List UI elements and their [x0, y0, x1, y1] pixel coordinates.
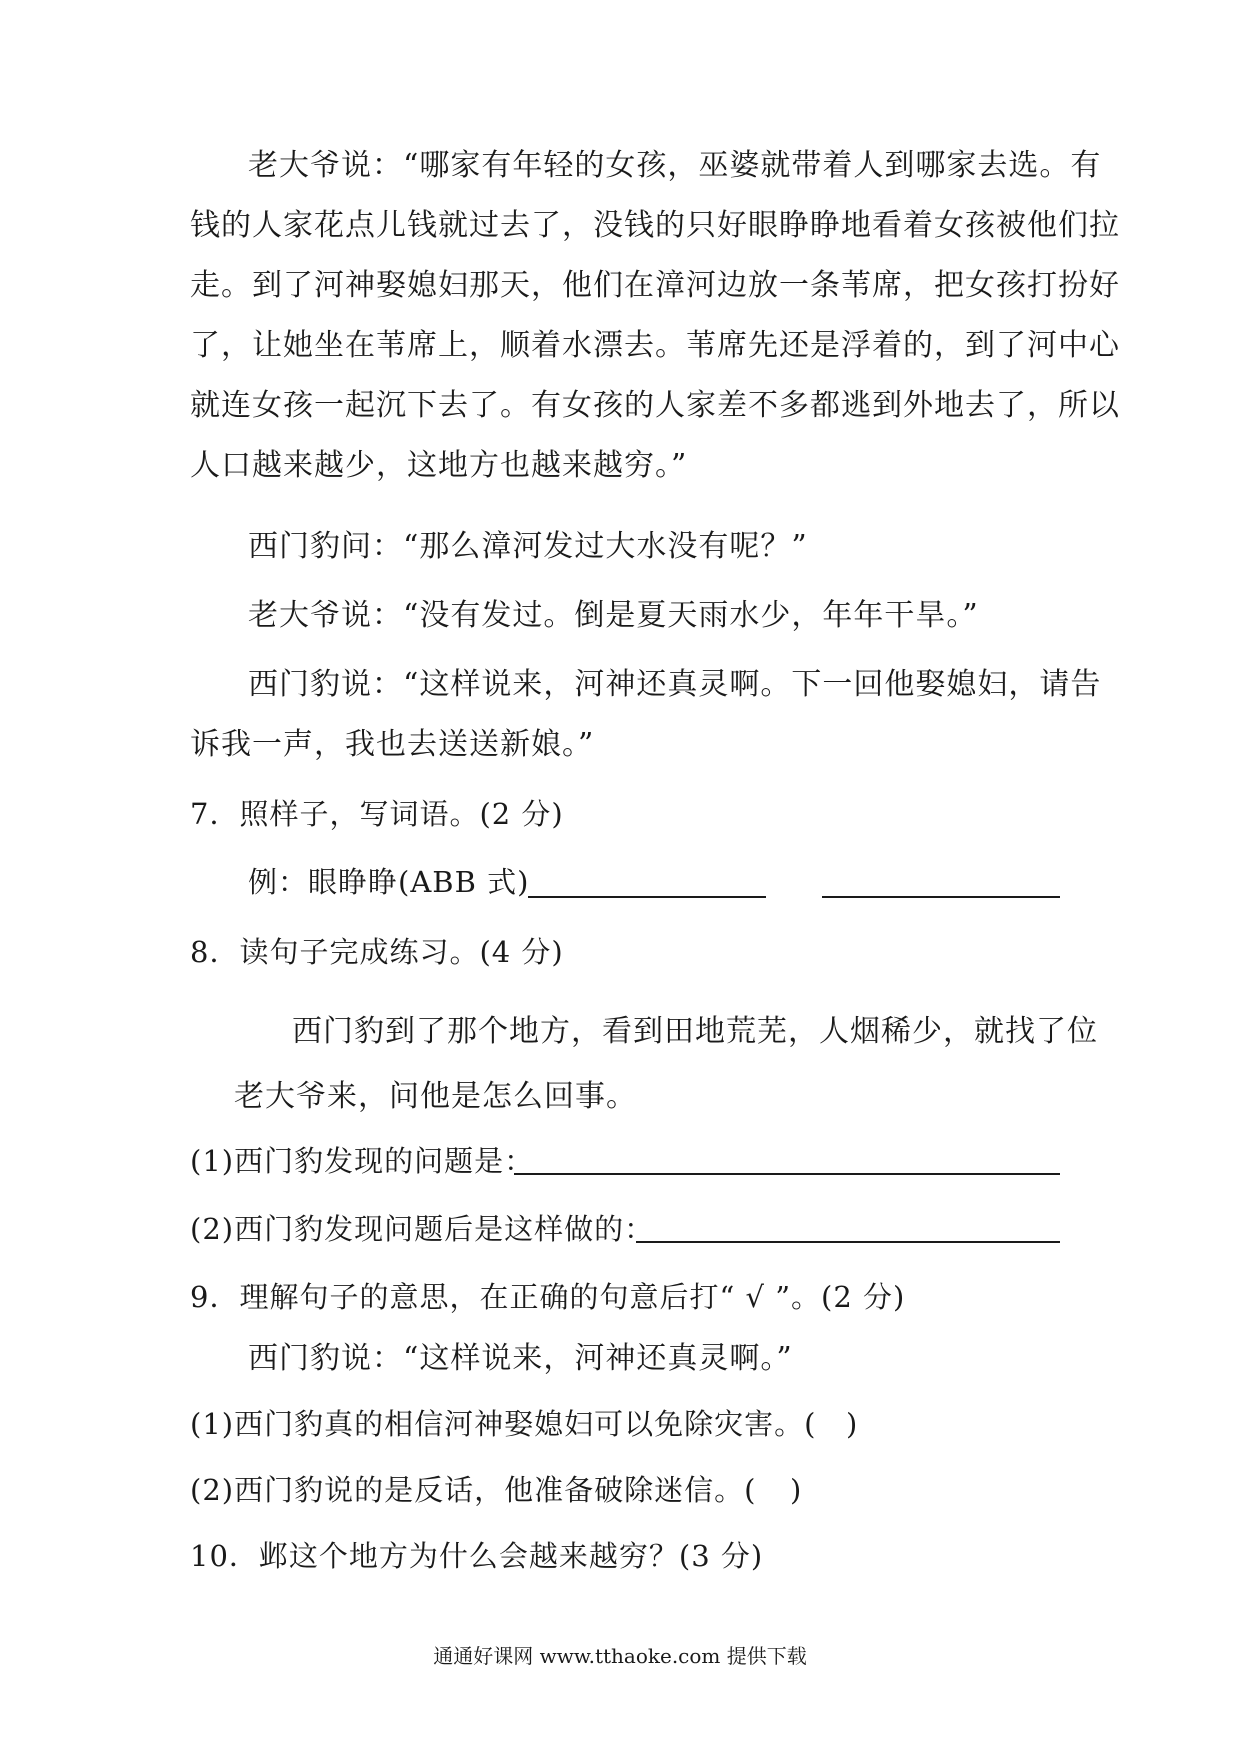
passage-line: 了，让她坐在苇席上，顺着水漂去。苇席先还是浮着的，到了河中心	[190, 328, 1120, 363]
passage-line: 钱的人家花点儿钱就过去了，没钱的只好眼睁睁地看着女孩被他们拉	[190, 208, 1120, 243]
question-9-quote: 西门豹说：“这样说来，河神还真灵啊。”	[248, 1341, 793, 1376]
answer-blank-7a[interactable]	[528, 896, 766, 898]
passage-line: 西门豹说：“这样说来，河神还真灵啊。下一回他娶媳妇，请告	[248, 667, 1102, 702]
question-8-sub1: (1)西门豹发现的问题是：	[190, 1144, 535, 1178]
question-8-sub2: (2)西门豹发现问题后是这样做的：	[190, 1212, 655, 1246]
footer-credit: 通通好课网 www.tthaoke.com 提供下载	[433, 1644, 807, 1668]
passage-line: 老大爷说：“哪家有年轻的女孩，巫婆就带着人到哪家去选。有	[248, 148, 1102, 183]
passage-line: 走。到了河神娶媳妇那天，他们在漳河边放一条苇席，把女孩打扮好	[190, 268, 1120, 303]
passage-line: 就连女孩一起沉下去了。有女孩的人家差不多都逃到外地去了，所以	[190, 388, 1120, 423]
question-7-title: 7．照样子，写词语。(2 分)	[190, 797, 564, 831]
question-10-title: 10．邺这个地方为什么会越来越穷？(3 分)	[190, 1539, 764, 1573]
answer-blank-8-2[interactable]	[636, 1241, 1060, 1243]
question-9-option-2: (2)西门豹说的是反话，他准备破除迷信。(	[190, 1473, 757, 1507]
question-7-example: 例：眼睁睁(ABB 式)	[248, 865, 530, 899]
question-8-quote: 西门豹到了那个地方，看到田地荒芜，人烟稀少，就找了位	[292, 1014, 1098, 1049]
question-8-title: 8．读句子完成练习。(4 分)	[190, 935, 564, 969]
passage-line: 老大爷说：“没有发过。倒是夏天雨水少，年年干旱。”	[248, 598, 979, 633]
option-2-answer-paren[interactable]: )	[790, 1473, 802, 1507]
question-8-quote: 老大爷来，问他是怎么回事。	[234, 1079, 637, 1114]
question-9-title: 9．理解句子的意思，在正确的句意后打“ √ ”。(2 分)	[190, 1280, 906, 1314]
option-1-answer-paren[interactable]: )	[846, 1407, 858, 1441]
question-9-option-1: (1)西门豹真的相信河神娶媳妇可以免除灾害。(	[190, 1407, 817, 1441]
answer-blank-8-1[interactable]	[514, 1173, 1060, 1175]
passage-line: 西门豹问：“那么漳河发过大水没有呢？”	[248, 529, 808, 564]
answer-blank-7b[interactable]	[822, 896, 1060, 898]
passage-line: 诉我一声，我也去送送新娘。”	[190, 727, 595, 762]
passage-line: 人口越来越少，这地方也越来越穷。”	[190, 448, 688, 483]
